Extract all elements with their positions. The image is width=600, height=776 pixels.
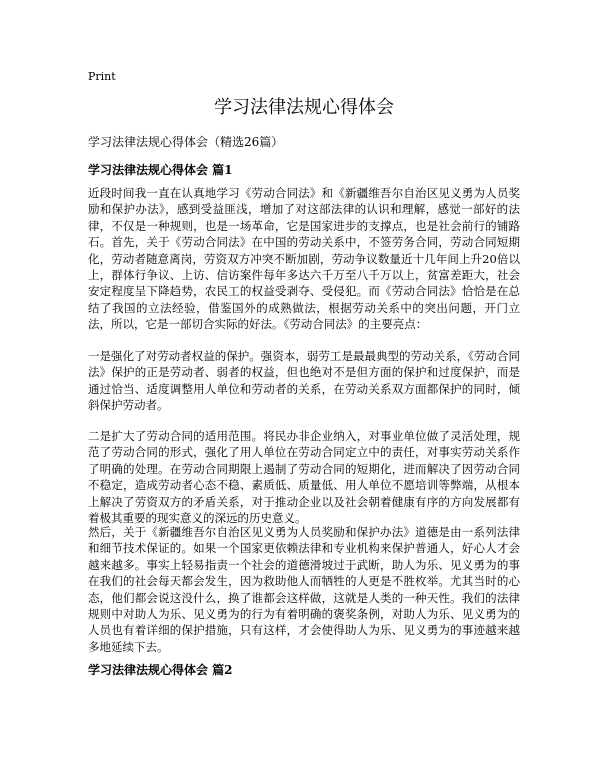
- paragraph-2: 一是强化了对劳动者权益的保护。强资本，弱劳工是最最典型的劳动关系，《劳动合同法》保护的正是劳动者、弱者的权益，但也绝对不是但方面的保护和过度保护，而是通过恰当、适度调整用人单位和劳动者的关系，在劳动关系双方面都保护的同时，倾斜保护劳动者。: [88, 349, 520, 413]
- section-heading-1: 学习法律法规心得体会 篇1: [88, 163, 233, 177]
- section-heading-2: 学习法律法规心得体会 篇2: [88, 663, 233, 677]
- document-title: 学习法律法规心得体会: [214, 97, 394, 118]
- paragraph-3: 二是扩大了劳动合同的适用范围。将民办非企业纳入，对事业单位做了灵活处理，规范了劳动合同的形式，强化了用人单位在劳动合同定立中的责任，对事实劳动关系作了明确的处理。在劳动合同期限上遏制了劳动合同的短期化，进而解决了因劳动合同不稳定，造成劳动者心态不稳、素质低、质量低、用人单位不愿培训等弊端，从根本上解决了劳资双方的矛盾关系，对于推动企业以及社会朝着健康有序的方向发展都有着极其重要的现实意义的深远的历史意义。: [88, 429, 520, 526]
- document-subtitle: 学习法律法规心得体会（精选26篇）: [88, 135, 284, 149]
- paragraph-4: 然后，关于《新疆维吾尔自治区见义勇为人员奖励和保护办法》道德是由一系列法律和细节技术保证的。如果一个国家更依赖法律和专业机构来保护普通人，好心人才会越来越多。事实上轻易指责一个社会的道德滑坡过于武断，助人为乐、见义勇为的事在我们的社会每天都会发生，因为救助他人而牺牲的人更是不胜枚举。尤其当时的心态，他们都会说这没什么，换了谁都会这样做，这就是人类的一种天性。我们的法律规则中对助人为乐、见义勇为的行为有着明确的褒奖条例，对助人为乐、见义勇为的人员也有着详细的保护措施，只有这样，才会使得助人为乐、见义勇为的事迹越来越多地延续下去。: [88, 525, 520, 654]
- paragraph-1: 近段时间我一直在认真地学习《劳动合同法》和《新疆维吾尔自治区见义勇为人员奖励和保护办法》，感到受益匪浅，增加了对这部法律的认识和理解，感觉一部好的法律，不仅是一种规则，也是一场革命，它是国家进步的支撑点，也是社会前行的铺路石。首先，关于《劳动合同法》在中国的劳动关系中，不签劳务合同，劳动合同短期化，劳动者随意离岗，劳资双方冲突不断加剧，劳动争议数量近十几年间上升20倍以上，群体行争议、上访、信访案件每年多达六千万至八千万以上，贫富差距大，社会安定程度呈下降趋势，农民工的权益受剥夺、受侵犯。而《劳动合同法》恰恰是在总结了我国的立法经验，借鉴国外的成熟做法，根据劳动关系中的突出问题，开门立法，所以，它是一部切合实际的好法。《劳动合同法》的主要亮点：: [88, 186, 520, 332]
- print-label[interactable]: Print: [88, 70, 116, 83]
